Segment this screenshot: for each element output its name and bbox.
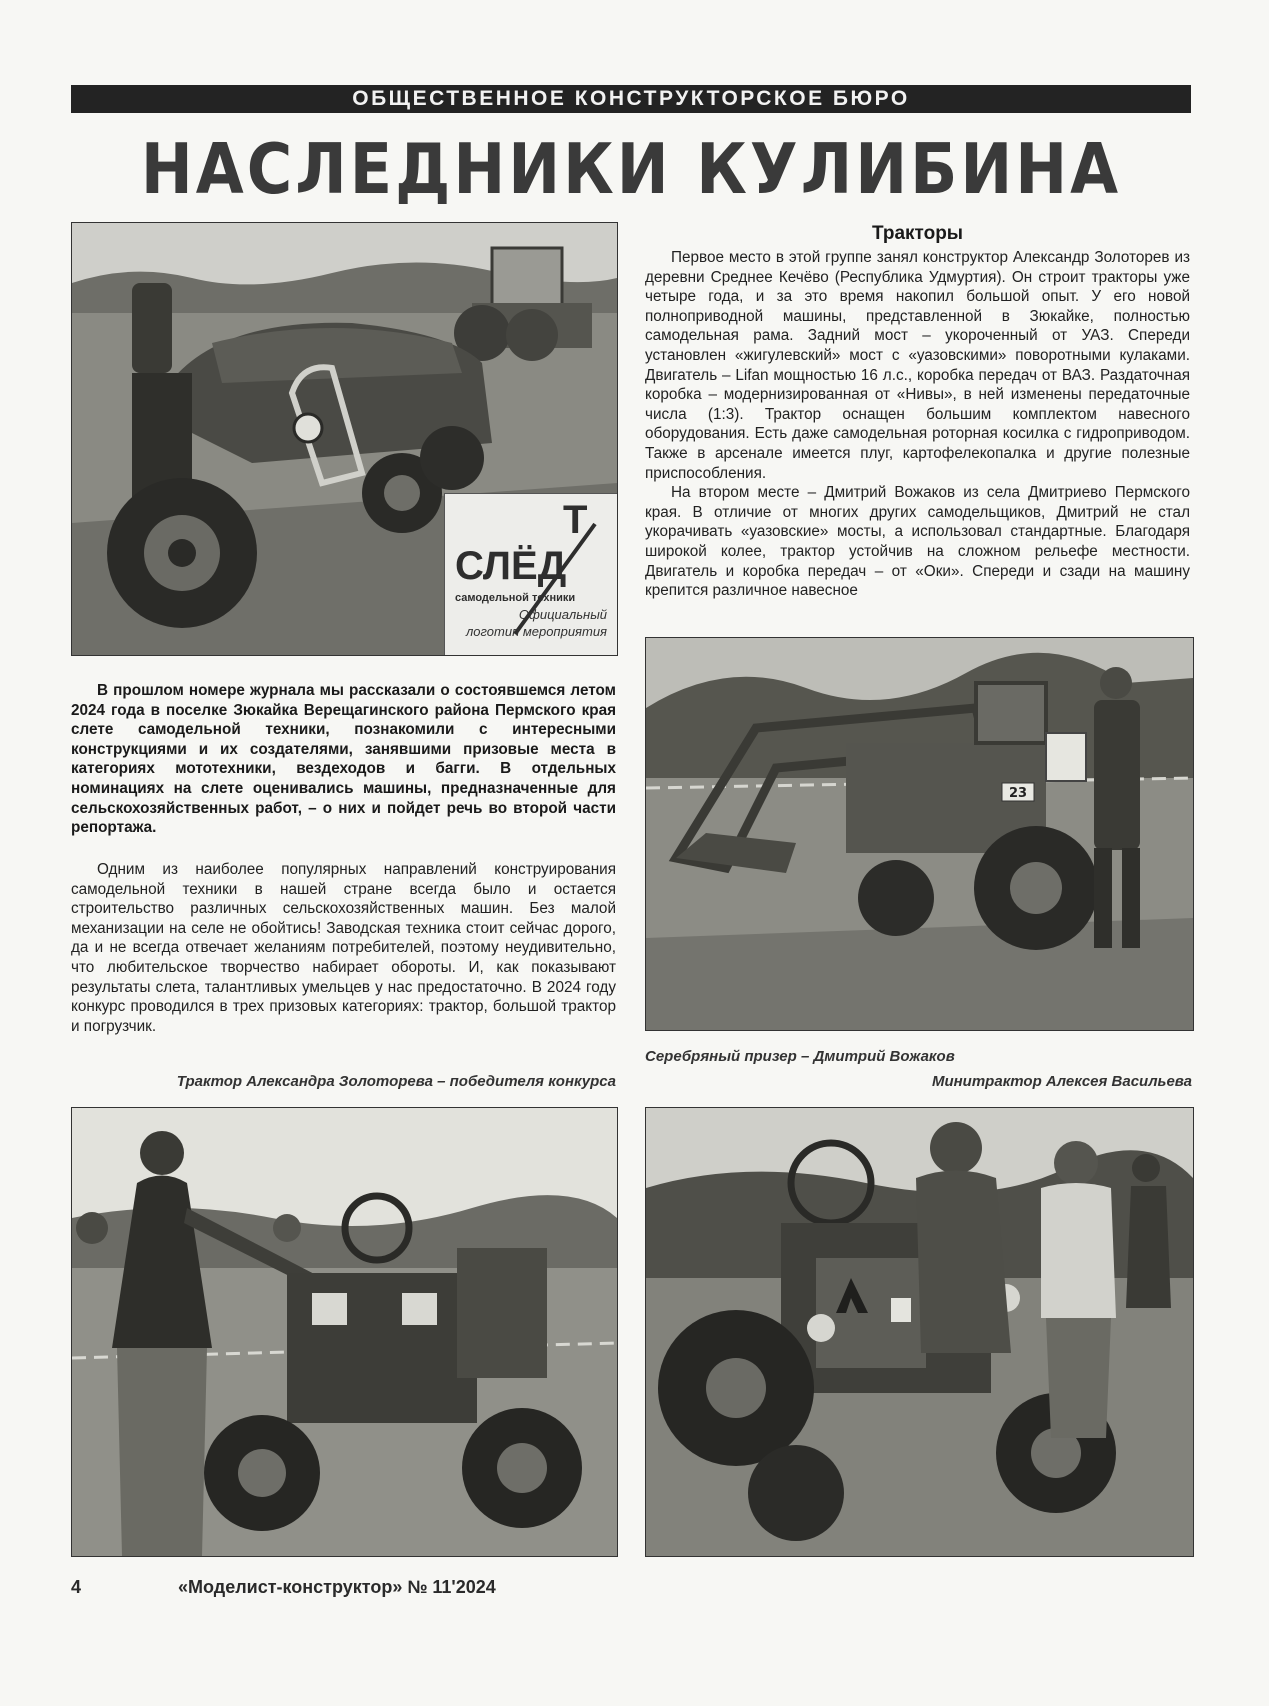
intro-paragraph [71,860,616,1036]
logo-word: СЛЁД [455,544,567,588]
tractors-text [645,248,1190,601]
mini-tractor-illustration [646,1108,1193,1556]
logo-subtitle: самодельной техники [455,592,576,604]
photo-mini-tractor [645,1107,1194,1557]
photo-tractor-field [71,222,618,656]
intro-text: Одним из наиболее популярных направлений конструирования самодельной техники в нашей стране всегда было и остается строительство различных сельскохозяйственных машин. Без малой механизации на селе не обойтись! Заводская техника стоит сейчас дорого, да и не всегда отвечает желаниям потребителей, поэтому неудивительно, что любительское творчество набирает обороты. И, как показывают результаты слета, талантливых умельцев у нас предостаточно. В 2024 году конкурс проводился в трех призовых категориях: трактор, большой трактор и погрузчик. [71,861,616,1035]
photo-winner-tractor [71,1107,618,1557]
section-label: ОБЩЕСТВЕННОЕ КОНСТРУКТОРСКОЕ БЮРО [352,87,910,110]
logo-overlay-letter: Т [563,498,588,542]
winner-tractor-illustration [72,1108,617,1556]
page-number: 4 [71,1577,82,1597]
loader-tractor-illustration [646,638,1193,1030]
section-banner [71,85,1191,113]
logo-caption-2: логотип мероприятия [465,624,607,639]
mini-tractor-caption: Минитрактор Алексея Васильева [931,1073,1192,1090]
silver-prize-caption: Серебряный призер – Дмитрий Вожаков [645,1048,955,1065]
journal-issue: «Моделист-конструктор» № 11'2024 [178,1577,496,1597]
winner-caption: Трактор Александра Золоторева – победителя конкурса [176,1073,616,1090]
event-logo [444,493,618,656]
article-title: НАСЛЕДНИКИ КУЛИБИНА [140,128,1122,210]
lead-paragraph [71,681,616,838]
tractors-paragraph-2: На втором месте – Дмитрий Вожаков из села Дмитриево Пермского края. В отличие от многих других самодельщиков, Дмитрий не стал укорачивать «уазовские» мосты, а использовал стандартные. Благодаря широкой колее, трактор устойчив на сложном рельефе местности. Двигатель и коробка передач – от «Оки». Спереди и сзади на машину крепится различное навесное [645,484,1190,600]
logo-caption-1: Официальный [518,607,607,622]
lead-text: В прошлом номере журнала мы рассказали о состоявшемся летом 2024 года в поселке Зюкайка Верещагинского района Пермского края слете самодельной техники, познакомили с интересными конструкциями и их создателями, занявшими призовые места в категориях мототехники, вездеходов и багги. В отдельных номинациях на слете оценивались машины, предназначенные для сельскохозяйственных работ, – о них и пойдет речь во второй части репортажа. [71,682,616,837]
vehicle-number-badge: 23 [1008,786,1028,801]
photo-silver-prize [645,637,1194,1031]
tractors-paragraph-1: Первое место в этой группе занял конструктор Александр Золоторев из деревни Среднее Кечёво (Республика Удмуртия). Он строит тракторы уже четыре года, и за это время накопил большой опыт. У его новой полноприводной машины, представленной в Зюкайке, полностью самодельная рама. Задний мост – укороченный от УАЗ. Спереди установлен «жигулевский» мост с «уазовскими» поворотными кулаками. Двигатель – Lifan мощностью 16 л.с., коробка передач от ВАЗ. Раздаточная коробка – модернизированная от «Нивы», в ней изменены передаточные числа (1:3). Трактор оснащен большим комплектом навесного оборудования. Есть даже самодельная роторная косилка с гидроприводом. Также в арсенале имеется плуг, картофелекопалка и другие полезные приспособления. [645,249,1190,482]
tractors-heading: Тракторы [871,223,964,244]
